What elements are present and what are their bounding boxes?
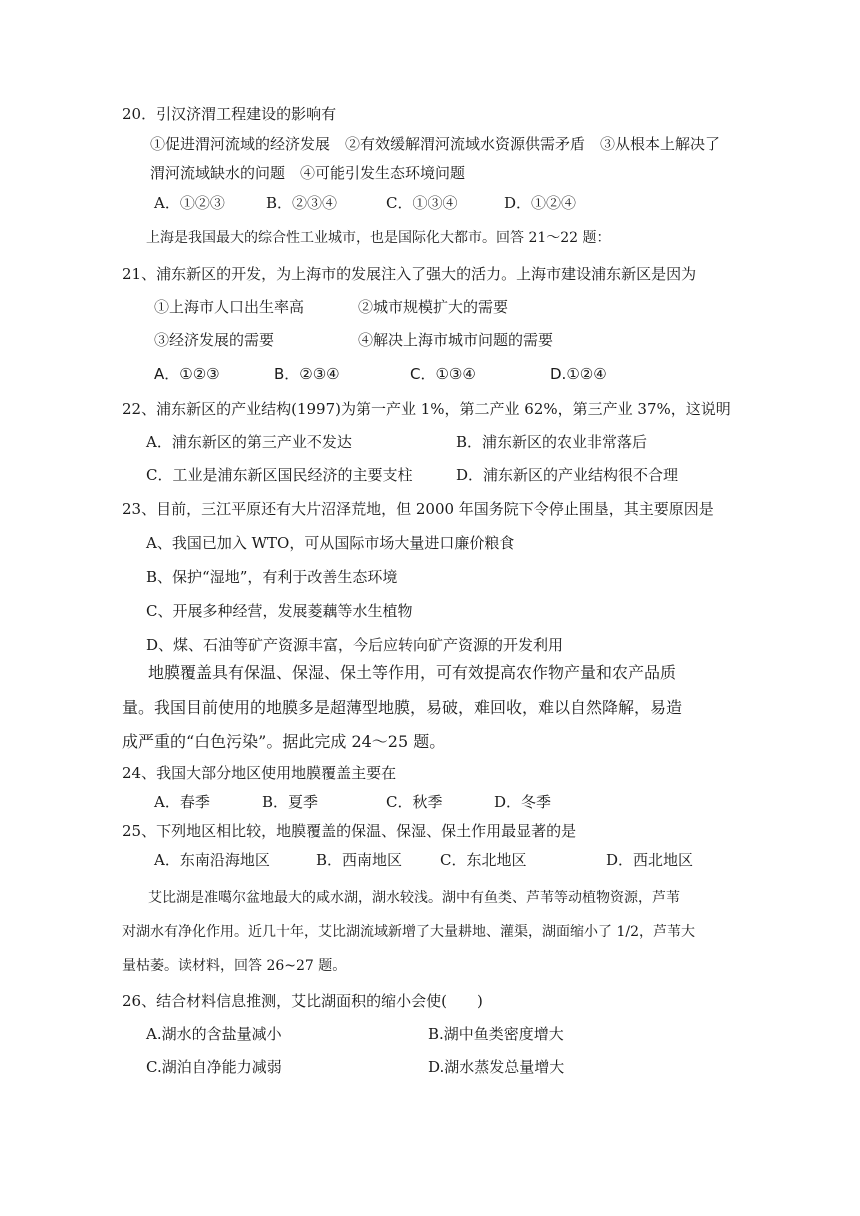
q21-item-1: ①上海市人口出生率高 [154, 298, 305, 316]
q24-option-b: B．夏季 [262, 793, 319, 811]
q26-option-b: B.湖中鱼类密度增大 [428, 1025, 564, 1043]
q21-option-b: B．②③④ [274, 365, 340, 383]
q23-stem: 23、目前，三江平原还有大片沼泽荒地，但 2000 年国务院下令停止围垦，其主要原因是 [122, 500, 714, 518]
passage-24-25-line1: 地膜覆盖具有保温、保湿、保土等作用，可有效提高农作物产量和农产品质 [148, 663, 677, 682]
q25-option-b: B．西南地区 [316, 851, 403, 869]
q23-option-a: A、我国已加入 WTO，可从国际市场大量进口廉价粮食 [146, 534, 515, 552]
q21-item-3: ③经济发展的需要 [154, 331, 275, 349]
q26-stem: 26、结合材料信息推测，艾比湖面积的缩小会使( ) [122, 992, 483, 1010]
passage-26-27-line1: 艾比湖是准噶尔盆地最大的咸水湖，湖水较浅。湖中有鱼类、芦苇等动植物资源，芦苇 [148, 890, 680, 906]
q21-option-c: C．①③④ [410, 365, 476, 383]
q20-statement-line1: ①促进渭河流域的经济发展 ②有效缓解渭河流域水资源供需矛盾 ③从根本上解决了 [150, 135, 721, 153]
q22-option-b: B．浦东新区的农业非常落后 [456, 433, 648, 451]
q22-option-d: D．浦东新区的产业结构很不合理 [456, 466, 679, 484]
q24-option-a: A．春季 [154, 793, 210, 811]
passage-24-25-line3: 成严重的“白色污染”。据此完成 24～25 题。 [122, 732, 446, 751]
q24-option-c: C．秋季 [386, 793, 443, 811]
passage-26-27-line2: 对湖水有净化作用。近几十年，艾比湖流域新增了大量耕地、灌渠，湖面缩小了 1/2，芦苇大 [122, 924, 695, 940]
q21-option-a: A．①②③ [154, 365, 220, 383]
passage-24-25-line2: 量。我国目前使用的地膜多是超薄型地膜，易破，难回收，难以自然降解，易造 [122, 698, 683, 717]
q21-item-4: ④解决上海市城市问题的需要 [358, 331, 554, 349]
q22-option-c: C．工业是浦东新区国民经济的主要支柱 [146, 466, 413, 484]
q23-option-b: B、保护“湿地”，有利于改善生态环境 [146, 568, 398, 586]
q23-option-d: D、煤、石油等矿产资源丰富，今后应转向矿产资源的开发利用 [146, 636, 564, 654]
q22-stem: 22、浦东新区的产业结构(1997)为第一产业 1%，第二产业 62%，第三产业 37%，这说明 [122, 400, 731, 418]
q26-option-d: D.湖水蒸发总量增大 [428, 1058, 565, 1076]
q21-item-2: ②城市规模扩大的需要 [358, 298, 509, 316]
q20-option-d: D．①②④ [504, 194, 577, 212]
q25-option-d: D．西北地区 [606, 851, 694, 869]
q26-option-c: C.湖泊自净能力减弱 [146, 1058, 282, 1076]
intro-21-22: 上海是我国最大的综合性工业城市，也是国际化大都市。回答 21～22 题： [146, 230, 611, 246]
q25-stem: 25、下列地区相比较，地膜覆盖的保温、保湿、保土作用最显著的是 [122, 822, 577, 840]
q21-stem: 21、浦东新区的开发，为上海市的发展注入了强大的活力。上海市建设浦东新区是因为 [122, 265, 697, 283]
q24-stem: 24、我国大部分地区使用地膜覆盖主要在 [122, 764, 397, 782]
q20-stem: 20．引汉济渭工程建设的影响有 [122, 105, 337, 123]
q23-option-c: C、开展多种经营，发展菱藕等水生植物 [146, 602, 413, 620]
q25-option-a: A．东南沿海地区 [154, 851, 270, 869]
q20-option-b: B．②③④ [266, 194, 338, 212]
q20-option-c: C．①③④ [386, 194, 458, 212]
q21-option-d: D.①②④ [550, 365, 607, 383]
q20-statement-line2: 渭河流域缺水的问题 ④可能引发生态环境问题 [150, 164, 466, 182]
q24-option-d: D．冬季 [494, 793, 552, 811]
passage-26-27-line3: 量枯萎。读材料，回答 26~27 题。 [122, 958, 347, 974]
q26-option-a: A.湖水的含盐量减小 [146, 1025, 282, 1043]
q25-option-c: C．东北地区 [440, 851, 527, 869]
q22-option-a: A．浦东新区的第三产业不发达 [146, 433, 352, 451]
q20-option-a: A．①②③ [154, 194, 225, 212]
